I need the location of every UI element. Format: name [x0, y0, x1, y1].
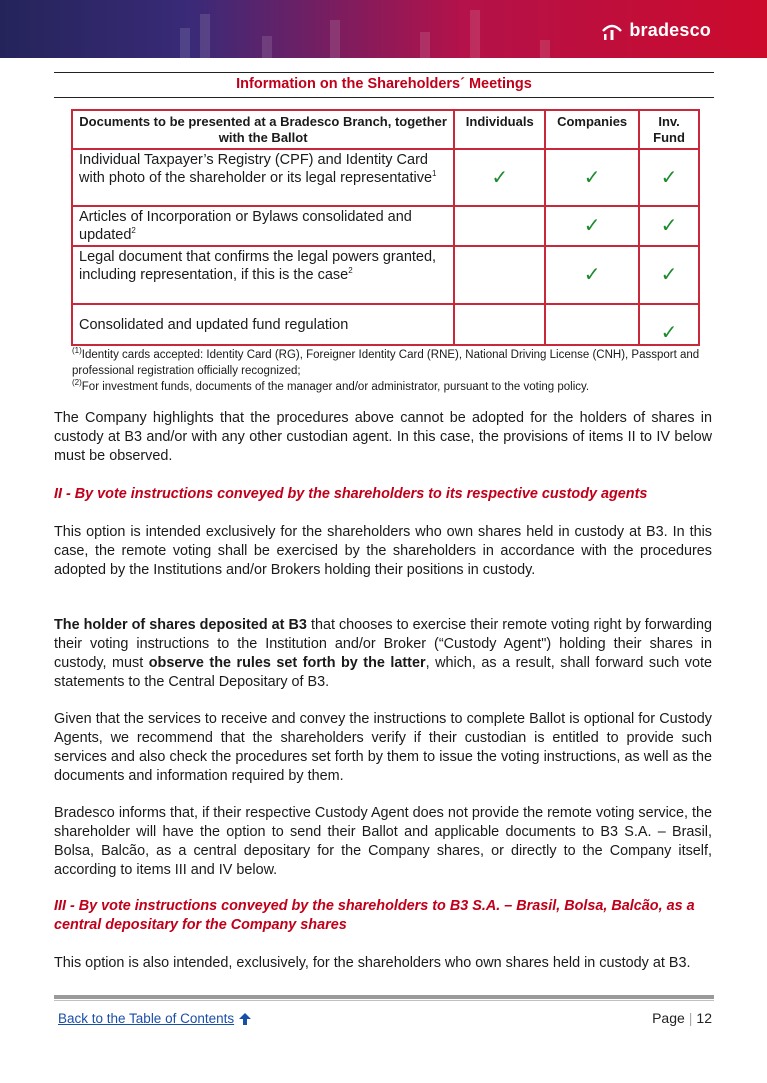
- empty-cell: [454, 246, 545, 304]
- page-number: Page | 12: [652, 1010, 712, 1026]
- header-inv-fund: Inv. Fund: [639, 110, 699, 149]
- title-top-rule: [54, 72, 714, 73]
- check-icon: ✓: [545, 206, 639, 246]
- header-companies: Companies: [545, 110, 639, 149]
- paragraph-custody-option: This option is intended exclusively for the shareholders who own shares held in custody at B3. In this case, the remote voting shall be exercised by the shareholders in accordance with the procedures adopted by the Institutions and/or Brokers holding their positions in custody.: [54, 524, 712, 578]
- check-icon: ✓: [639, 206, 699, 246]
- paragraph-central-depositary: This option is also intended, exclusively, for the shareholders who own shares held in custody at B3.: [54, 955, 691, 971]
- paragraph-bradesco-informs: Bradesco informs that, if their respective Custody Agent does not provide the remote voting service, the shareholder will have the option to send their Ballot and applicable documents to B3 S.A. – Brasil, Bolsa, Balcão, as a central depositary for the Company shares, or directly to the Company itself, according to items III and IV below.: [54, 805, 712, 878]
- title-bottom-rule: [54, 97, 714, 98]
- check-icon: ✓: [454, 149, 545, 206]
- paragraph-custody-note: The Company highlights that the procedures above cannot be adopted for the holders of shares in custody at B3 and/or with any other custodian agent. In this case, the provisions of items II to IV below must be observed.: [54, 410, 712, 464]
- section-title: Information on the Shareholders´ Meetings: [236, 76, 532, 92]
- section-heading-ii: II - By vote instructions conveyed by the shareholders to its respective custody agents: [54, 486, 648, 502]
- check-icon: ✓: [639, 304, 699, 345]
- paragraph-holder-b3: The holder of shares deposited at B3 that chooses to exercise their remote voting right by forwarding their voting instructions to the Institution and/or Broker (“Custody Agent") holding their shares in custody, must observe the rules set forth by the latter, which, as a result, shall forward such vote statements to the Central Depositary of B3.: [54, 617, 712, 690]
- check-icon: ✓: [639, 246, 699, 304]
- header-banner: [0, 0, 767, 58]
- table-row: [72, 304, 699, 345]
- section-heading-iii: III - By vote instructions conveyed by the shareholders to B3 S.A. – Brasil, Bolsa, Balcão, as a central depositary for the Company shares: [54, 898, 695, 933]
- table-row: [72, 206, 699, 246]
- header-documents: Documents to be presented at a Bradesco Branch, together with the Ballot: [72, 110, 454, 149]
- brand-name: bradesco: [629, 20, 711, 40]
- footnote-1: $^{(1)}$Identity cards accepted: Identity Card (RG), Foreigner Identity Card (RNE), National Driving License (CNH), Passport and professional registration officially recognized;: [72, 346, 700, 377]
- footer-rule: [54, 995, 714, 999]
- page-label: Page: [652, 1010, 685, 1026]
- row-document: Legal document that confirms the legal powers granted, including representation, if this is the case$^2$: [72, 246, 454, 304]
- table-header-row: [72, 110, 699, 149]
- table-footnotes: [72, 347, 712, 395]
- bradesco-logo: [601, 20, 711, 41]
- paragraph-optional-services: Given that the services to receive and convey the instructions to complete Ballot is optional for Custody Agents, we recommend that the shareholders verify if their custodian is entitled to provide such services and also check the procedures set forth by them to issue the voting instructions, as well as the documents and information required by them.: [54, 711, 712, 784]
- bradesco-tree-icon: [601, 22, 623, 40]
- row-document: Articles of Incorporation or Bylaws consolidated and updated$^2$: [72, 206, 454, 246]
- row-document: Consolidated and updated fund regulation: [72, 304, 454, 345]
- empty-cell: [454, 304, 545, 345]
- row-document: Individual Taxpayer’s Registry (CPF) and Identity Card with photo of the shareholder or its legal representative$^1$: [72, 149, 454, 206]
- documents-table: [71, 109, 700, 346]
- back-to-toc-link[interactable]: [58, 1011, 252, 1026]
- check-icon: ✓: [545, 246, 639, 304]
- check-icon: ✓: [639, 149, 699, 206]
- header-individuals: Individuals: [454, 110, 545, 149]
- footnote-2: $^{(2)}$For investment funds, documents of the manager and/or administrator, pursuant to the voting policy.: [72, 378, 590, 393]
- page-number-value: 12: [696, 1010, 712, 1026]
- check-icon: ✓: [545, 149, 639, 206]
- toc-link-label: Back to the Table of Contents: [58, 1011, 235, 1026]
- table-row: [72, 149, 699, 206]
- footer-rule-thin: [54, 1000, 714, 1001]
- table-row: [72, 246, 699, 304]
- empty-cell: [454, 206, 545, 246]
- arrow-up-icon: [238, 1012, 252, 1026]
- empty-cell: [545, 304, 639, 345]
